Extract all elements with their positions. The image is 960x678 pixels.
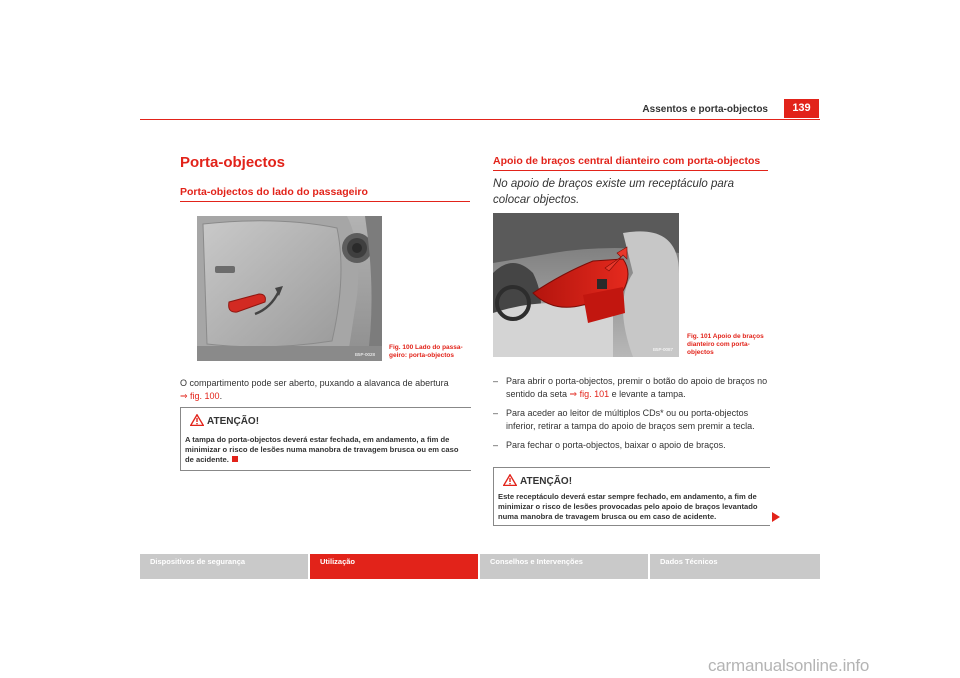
subsection-title-passenger: Porta-objectos do lado do passageiro <box>180 186 470 202</box>
warning-text-left <box>185 435 469 465</box>
armrest-illustration <box>493 213 679 357</box>
footer-tab-safety[interactable]: Dispositivos de segurança <box>140 554 308 579</box>
list-dash: – <box>493 408 499 418</box>
left-body-text <box>180 377 470 403</box>
footer-tab-usage[interactable]: Utilização <box>310 554 478 579</box>
warning-text-right: Este receptáculo deverá estar sempre fechado, em andamento, a fim de minimizar o risco de lesões provocadas pelo apoio de braços levantado numa manobra de travagem brusca ou em caso de acidente. <box>498 492 758 521</box>
glovebox-illustration <box>197 216 382 361</box>
list-item <box>493 439 771 452</box>
warning-heading: ATENÇÃO! <box>520 476 573 487</box>
list-item-text: Para abrir o porta-objectos, premir o botão do apoio de braços no sentido da seta <box>506 376 768 399</box>
warning-text-left-content: A tampa do porta-objectos deverá estar fechada, em andamento, a fim de minimizar o risco de lesões numa manobra de travagem brusca ou em caso de acidente. <box>185 435 459 464</box>
warning-box-left <box>180 407 471 471</box>
list-item-text: Para fechar o porta-objectos, baixar o apoio de braços. <box>506 440 726 450</box>
armrest-intro: No apoio de braços existe um receptáculo para colocar objectos. <box>493 178 735 206</box>
watermark-text: carmanualsonline.info <box>708 656 870 675</box>
list-dash: – <box>493 440 499 450</box>
warning-box-right <box>493 467 770 526</box>
figure-caption-101: Fig. 101 Apoio de braços dianteiro com porta-objectos <box>687 333 764 356</box>
figure-code-left: B5P-0028 <box>355 352 376 357</box>
list-dash: – <box>493 376 499 386</box>
warning-heading: ATENÇÃO! <box>207 416 260 427</box>
running-header-title: Assentos e porta-objectos <box>642 104 768 115</box>
glovebox-figure <box>197 216 382 361</box>
section-end-mark-icon <box>232 456 238 462</box>
page-number: 139 <box>784 99 819 118</box>
warning-triangle-icon <box>503 474 517 486</box>
figure-caption-100: Fig. 100 Lado do passa-geiro: porta-objectos <box>389 344 463 359</box>
list-item <box>493 407 771 433</box>
figure-code-right: B5P-0087 <box>653 347 674 352</box>
left-body-prefix: O compartimento pode ser aberto, puxando a alavanca de abertura <box>180 378 449 388</box>
warning-triangle-icon <box>190 414 204 426</box>
subsection-title-armrest: Apoio de braços central dianteiro com porta-objectos <box>493 155 768 171</box>
list-item <box>493 375 771 401</box>
list-item-text-suffix: e levante a tampa. <box>609 389 686 399</box>
section-title: Porta-objectos <box>180 154 286 171</box>
footer-tab-tips[interactable]: Conselhos e Intervenções <box>480 554 648 579</box>
continue-arrow-icon[interactable] <box>771 511 781 523</box>
fig-101-reference-link[interactable]: ⇒ fig. 101 <box>569 389 610 399</box>
list-item-text: Para aceder ao leitor de múltiplos CDs* ou ou porta-objectos inferior, retirar a tampa do apoio de braços sem premir a tecla. <box>506 408 755 431</box>
footer-tab-technical[interactable]: Dados Técnicos <box>650 554 820 579</box>
header-rule <box>140 119 820 120</box>
left-body-suffix: . <box>219 391 223 401</box>
fig-100-reference-link[interactable]: ⇒ fig. 100 <box>180 391 220 401</box>
armrest-figure <box>493 213 679 357</box>
instruction-list <box>493 375 771 458</box>
